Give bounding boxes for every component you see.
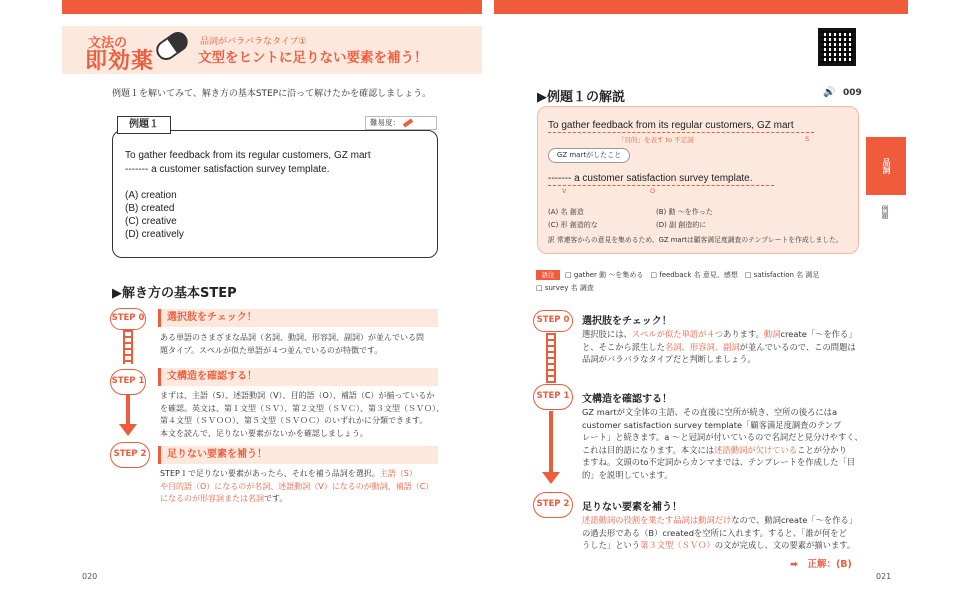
r-step2-badge: STEP 2: [533, 492, 573, 518]
kouka-small-label: 文法の: [88, 36, 128, 51]
r-step1-line: レート」と続きます。a ～と冠詞が付いているので名詞だと見分けやすく、: [582, 432, 863, 442]
analysis-underline-1: [548, 132, 814, 133]
r-step1-line: これは目的語になります。本文には述語動詞が欠けていることが分かり: [582, 444, 847, 455]
qr-code-icon: [818, 28, 856, 66]
step2-line: になるのが形容詞または名詞です。: [160, 494, 288, 503]
audio-track-number: 009: [843, 88, 862, 98]
difficulty-label: 難易度：: [370, 118, 400, 127]
step2-line: STEP１で足りない要素があったら、それを補う品詞を選択。主語（S）: [160, 469, 417, 478]
r-step0-line: と、そこから派生した名詞、形容詞、副詞が並んでいるので、この問題は: [582, 341, 856, 352]
step-ladder-right: [546, 333, 556, 383]
step0-line: ある単語のさまざまな品詞（名詞、動詞、形容詞、副詞）が並んでいる問: [160, 333, 424, 342]
r-step1-body: [582, 406, 863, 481]
vocab-tag: 語注: [536, 270, 560, 280]
step-ladder-left: [123, 330, 133, 364]
r-step2-heading: 足りない要素を補う！: [582, 502, 682, 513]
analysis-option-b: (B) 動 ～を作った: [656, 208, 713, 216]
step1-line: まずは、主語（S）、述語動詞（V）、目的語（O）、補語（C）が揃っているか: [160, 391, 435, 400]
analysis-sentence-1: To gather feedback from its regular customers, GZ mart: [548, 120, 794, 131]
step2-line: や目的語（O）になるのが名詞、述語動詞（V）になるのが動詞、補語（C）: [160, 481, 434, 491]
r-step1-line: customer satisfaction survey template「顧客満足度調査のテンプ: [582, 419, 842, 430]
kouka-big-label: 即効薬: [85, 49, 155, 74]
step1-line: を確認。英文は、第１文型（ＳＶ）、第２文型（ＳＶＣ）、第３文型（ＳＶＯ）、: [160, 403, 444, 413]
step1-line: 本文を読んで、足りない要素がないかを確認しましょう。: [160, 428, 368, 438]
mark-o: O: [650, 187, 656, 195]
step0-badge: STEP 0: [110, 308, 146, 330]
step2-badge: STEP 2: [110, 442, 150, 468]
r-step1-line: 的」を説明しています。: [582, 469, 673, 480]
analysis-bubble: GZ martがしたこと: [548, 148, 630, 163]
side-tab-sub: 例題: [881, 205, 889, 219]
step0-line: 題タイプ。スペルが似た単語が４つ並んでいるのが特徴です。: [160, 345, 383, 355]
step-arrow-head-left: [119, 424, 137, 436]
step2-body: [160, 468, 433, 506]
r-step0-line: 品詞がバラバラなタイプだと判断しましょう。: [582, 354, 756, 364]
r-step1-line: GZ martが文全体の主語、その直後に空所が続き、空所の後ろにはa: [582, 407, 838, 417]
r-step0-badge: STEP 0: [533, 310, 573, 332]
type-label: 品詞がバラバラなタイプ①: [200, 37, 307, 47]
step2-heading: 足りない要素を補う！: [158, 446, 438, 464]
example-option-c: (C) creative: [125, 216, 177, 227]
analysis-underline-2: [548, 185, 774, 186]
example-option-d: (D) creatively: [125, 229, 184, 240]
example-question-line1: To gather feedback from its regular customers, GZ mart: [125, 150, 371, 161]
r-step0-line: 選択肢には、スペルが似た単語が４つあります。動詞create「～を作る」: [582, 329, 857, 339]
vocab-line-1: □ gather 動 ～を集める □ feedback 名 意見、感想 □ satisfaction 名 満足: [565, 271, 820, 279]
vocab-line-2: □ survey 名 調査: [536, 284, 594, 292]
r-step2-line: うした」という第３文型（ＳＶＯ）の文が完成し、文の要素が揃います。: [582, 540, 856, 550]
step1-badge: STEP 1: [110, 369, 146, 395]
mark-s: S: [805, 135, 810, 143]
step-arrow-head-right: [542, 472, 560, 484]
step-arrow-shaft-left: [126, 394, 130, 426]
analysis-option-c: (C) 形 創造的な: [548, 221, 598, 229]
answer: ➡ 正解：(B): [790, 559, 852, 570]
example-option-a: (A) creation: [125, 190, 177, 201]
step1-heading: 文構造を確認する！: [158, 368, 438, 386]
step1-line: 第４文型（ＳＶＯＯ）、第５文型（ＳＶＯＣ）のいずれかに分類できます。: [160, 416, 428, 425]
r-step2-body: [582, 514, 857, 552]
example-label: 例題１: [117, 116, 171, 134]
difficulty-box: [365, 116, 437, 130]
step1-body: [160, 390, 444, 440]
top-bar-left: [62, 0, 482, 14]
r-step0-heading: 選択肢をチェック！: [582, 316, 672, 327]
top-bar-right: [494, 0, 908, 14]
r-step2-line: の過去形である（B）createdを空所に入れます。すると、「誰が何をど: [582, 527, 847, 538]
r-step1-badge: STEP 1: [533, 384, 573, 410]
step-arrow-shaft-right: [549, 411, 553, 473]
r-step2-line: 述語動詞の役割を果たす品詞は動詞だけなので、動詞create「～を作る」: [582, 515, 858, 525]
mark-v: V: [562, 187, 567, 195]
page-number-right: 021: [876, 572, 892, 581]
pencil-icon: [403, 118, 413, 127]
steps-section-title: ▶解き方の基本STEP: [112, 286, 237, 301]
intro-text: 例題１を解いてみて、解き方の基本STEPに沿って解けたかを確認しましょう。: [112, 89, 432, 99]
r-step0-body: [582, 328, 857, 366]
page-title: 文型をヒントに足りない要素を補う！: [198, 50, 428, 66]
r-step1-heading: 文構造を確認する！: [582, 394, 672, 405]
example-option-b: (B) created: [125, 203, 175, 214]
side-tab-category[interactable]: 品詞: [866, 137, 906, 195]
analysis-option-a: (A) 名 創造: [548, 208, 584, 216]
analysis-translation: 訳 常連客からの意見を集めるため、GZ martは顧客満足度調査のテンプレートを作成しました。: [548, 236, 843, 244]
speaker-icon: 🔊: [823, 87, 836, 98]
analysis-sentence-2: ------- a customer satisfaction survey template.: [548, 173, 753, 184]
explanation-title: ▶例題１の解説: [537, 90, 625, 105]
step0-heading: 選択肢をチェック！: [158, 309, 438, 327]
r-step1-line: ますね。文頭のto不定詞からカンマまでは、テンプレートを作成した「目: [582, 457, 856, 467]
analysis-note: 「目的」を表す to 不定詞: [618, 136, 694, 144]
analysis-option-d: (D) 副 創造的に: [656, 221, 707, 229]
step0-body: [160, 332, 424, 357]
page-number-left: 020: [82, 572, 98, 581]
example-question-line2: ------- a customer satisfaction survey template.: [125, 164, 330, 175]
